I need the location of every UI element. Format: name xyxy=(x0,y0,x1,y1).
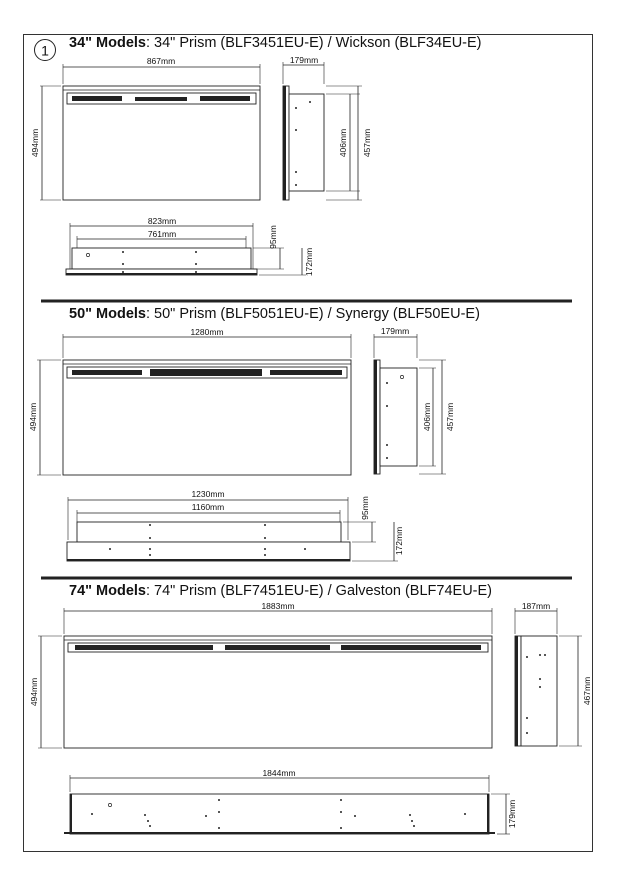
step-number: 1 xyxy=(41,42,49,59)
top-view-34 xyxy=(66,216,314,276)
section-74-title xyxy=(69,583,492,599)
front-width-50: 1280mm xyxy=(190,327,224,337)
side-view-50 xyxy=(374,326,455,474)
section-34-title xyxy=(69,35,482,51)
top-view-50 xyxy=(67,489,404,561)
top-outer-width-50: 1230mm xyxy=(191,489,225,499)
front-width-74: 1883mm xyxy=(261,601,295,611)
section-50-models xyxy=(28,306,480,561)
front-height-34: 494mm xyxy=(30,128,40,158)
top-depth-74: 179mm xyxy=(507,799,517,829)
side-outer-height-50: 457mm xyxy=(445,402,455,432)
top-inner-width-50: 1160mm xyxy=(191,502,225,512)
front-height-50: 494mm xyxy=(28,402,38,432)
section-74-title-bold: 74" Models xyxy=(69,583,146,599)
side-view-74 xyxy=(515,601,592,746)
side-view-34 xyxy=(283,55,372,200)
section-74-models xyxy=(29,583,592,834)
front-height-74: 494mm xyxy=(29,677,39,707)
side-depth-34: 179mm xyxy=(289,55,319,65)
section-34-title-rest: : 34" Prism (BLF3451EU-E) / Wickson (BLF34EU-E) xyxy=(145,35,482,51)
section-34-models xyxy=(30,35,482,276)
section-74-title-rest: : 74" Prism (BLF7451EU-E) / Galveston (BLF74EU-E) xyxy=(145,583,492,599)
top-step-depth-34: 95mm xyxy=(268,225,278,249)
top-total-depth-34: 172mm xyxy=(304,247,314,277)
top-step-depth-50: 95mm xyxy=(360,496,370,520)
top-outer-width-34: 823mm xyxy=(147,216,177,226)
side-outer-height-34: 457mm xyxy=(362,128,372,158)
front-view-50 xyxy=(28,327,351,475)
section-50-title-rest: : 50" Prism (BLF5051EU-E) / Synergy (BLF50EU-E) xyxy=(145,306,480,322)
side-outer-height-74: 467mm xyxy=(582,676,592,706)
top-total-depth-50: 172mm xyxy=(394,526,404,556)
side-inner-height-34: 406mm xyxy=(338,128,348,158)
side-inner-height-50: 406mm xyxy=(422,402,432,432)
section-50-title xyxy=(69,306,480,322)
side-depth-74: 187mm xyxy=(521,601,551,611)
front-view-34 xyxy=(30,56,260,200)
top-width-74: 1844mm xyxy=(262,768,296,778)
top-view-74 xyxy=(64,768,517,834)
front-view-74 xyxy=(29,601,492,748)
side-depth-50: 179mm xyxy=(380,326,410,336)
top-inner-width-34: 761mm xyxy=(147,229,177,239)
section-50-title-bold: 50" Models xyxy=(69,306,146,322)
front-width-34: 867mm xyxy=(146,56,176,66)
section-34-title-bold: 34" Models xyxy=(69,35,146,51)
